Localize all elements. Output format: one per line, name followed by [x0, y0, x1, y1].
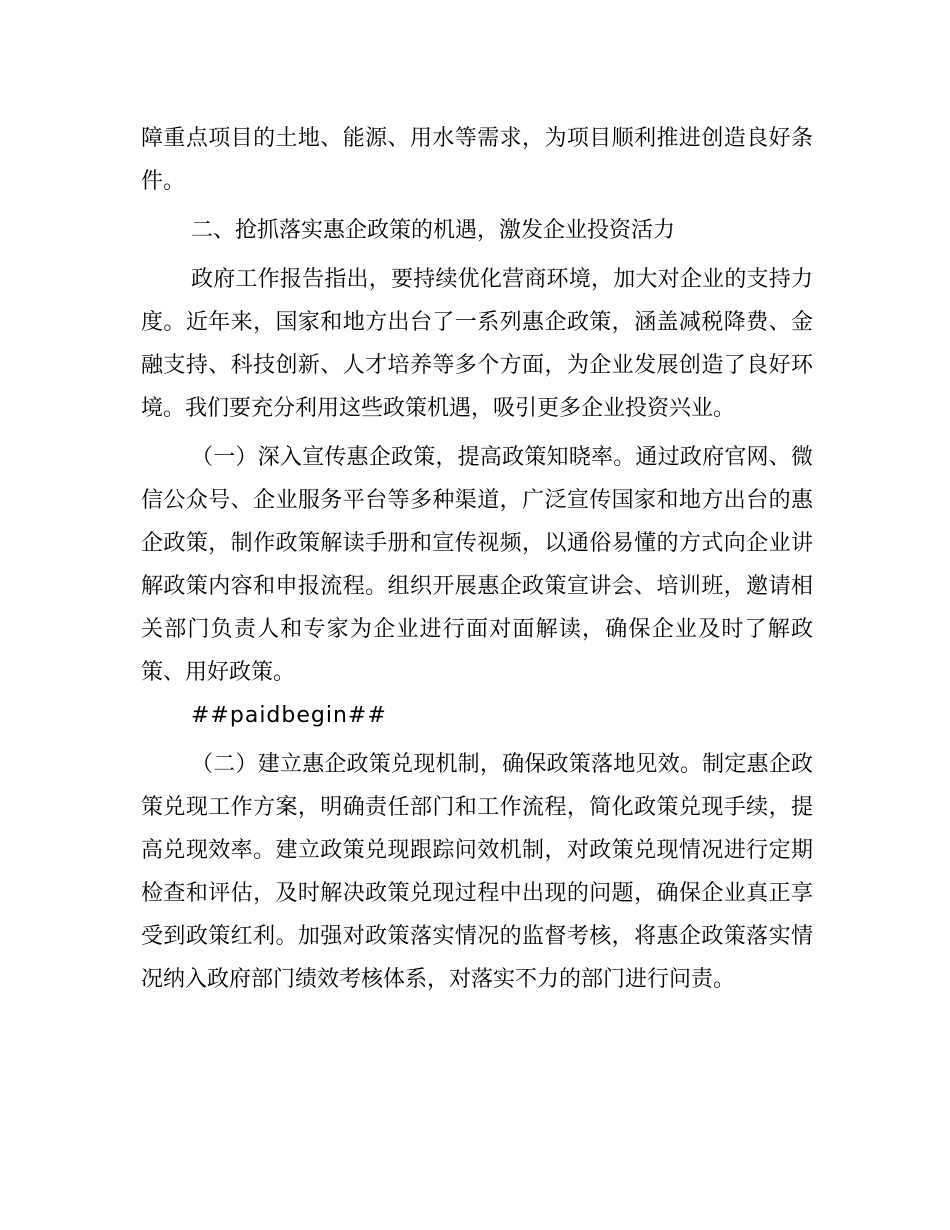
paragraph-intro: 政府工作报告指出，要持续优化营商环境，加大对企业的支持力度。近年来，国家和地方出台了一系列惠企政策，涵盖减税降费、金融支持、科技创新、人才培养等多个方面，为企业发展创造了良好环境。我们要充分利用这些政策机遇，吸引更多企业投资兴业。 — [141, 267, 813, 421]
paragraph-item-2: （二）建立惠企政策兑现机制，确保政策落地见效。制定惠企政策兑现工作方案，明确责任部门和工作流程，简化政策兑现手续，提高兑现效率。建立政策兑现跟踪问效机制，对政策兑现情况进行定期检查和评估，及时解决政策兑现过程中出现的问题，确保企业真正享受到政策红利。加强对政策落实情况的监督考核，将惠企政策落实情况纳入政府部门绩效考核体系，对落实不力的部门进行问责。 — [141, 752, 813, 992]
paragraph-item-1-text: （一）深入宣传惠企政策，提高政策知晓率。通过政府官网、微信公众号、企业服务平台等多种渠道，广泛宣传国家和地方出台的惠企政策，制作政策解读手册和宣传视频，以通俗易懂的方式向企业讲解政策内容和申报流程。组织开展惠企政策宣讲会、培训班，邀请相关部门负责人和专家为企业进行面对面解读，确保企业及时了解政策、用好政策。 — [141, 445, 813, 685]
paid-begin-marker: ##paidbegin## — [191, 703, 387, 728]
paragraph-item-1 — [141, 436, 813, 737]
document-body — [141, 117, 813, 1007]
section-heading: 二、抢抓落实惠企政策的机遇，激发企业投资活力 — [191, 218, 676, 243]
paragraph-continued: 障重点项目的土地、能源、用水等需求，为项目顺利推进创造良好条件。 — [141, 126, 813, 194]
